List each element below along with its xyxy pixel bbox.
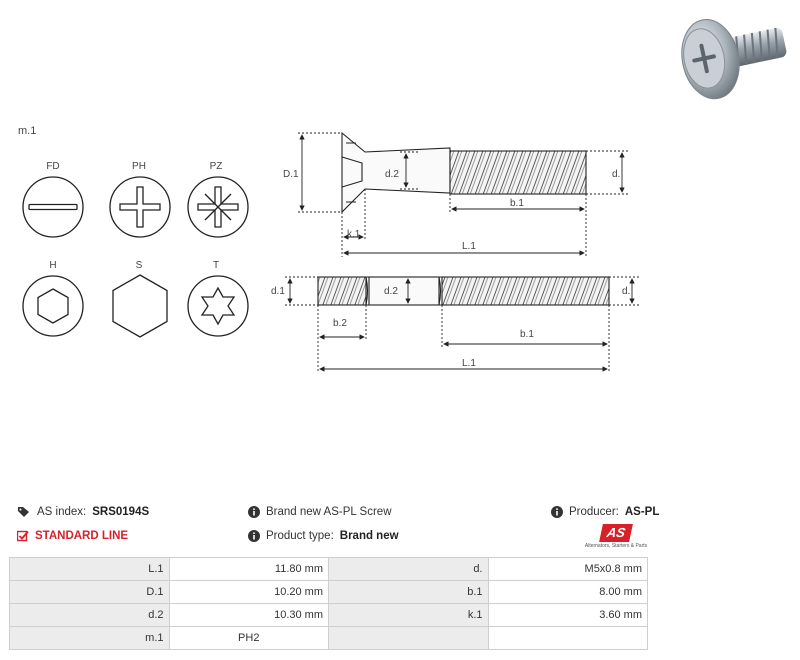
as-index-value: SRS0194S (92, 506, 150, 518)
head-code-fd: FD (46, 161, 60, 172)
as-index-row (17, 506, 149, 518)
head-code-ph: PH (132, 161, 146, 172)
producer-logo (583, 524, 649, 552)
tags-icon (17, 506, 31, 518)
head-code-pz: PZ (209, 161, 223, 172)
spec-value: 11.80 mm (169, 558, 329, 581)
dim-label-d: d. (612, 169, 621, 180)
standard-line-label: STANDARD LINE (35, 530, 129, 542)
stud-drawing (318, 277, 609, 305)
stud-label-d1: d.1 (271, 286, 285, 297)
head-code-s: S (135, 260, 143, 271)
spec-value: PH2 (169, 627, 329, 650)
dim-label-b1: b.1 (510, 198, 524, 209)
product-type-row (248, 530, 399, 542)
info-icon (551, 506, 563, 518)
head-code-h: H (49, 260, 57, 271)
product-type-value: Brand new (339, 530, 399, 542)
spec-key: d. (329, 558, 489, 581)
spec-value: 8.00 mm (488, 581, 648, 604)
hex-head-icon (113, 275, 167, 337)
phillips-head-icon (110, 177, 170, 237)
section-label-m1: m.1 (18, 125, 37, 137)
stud-label-L1: L.1 (462, 358, 476, 369)
flat-slot-head-icon (23, 177, 83, 237)
stud-label-b1: b.1 (520, 329, 534, 340)
spec-key (329, 627, 489, 650)
spec-value: M5x0.8 mm (488, 558, 648, 581)
table-row (10, 558, 648, 581)
logo-tagline: Alternators, Starters & Parts (584, 543, 648, 549)
spec-table (9, 557, 648, 650)
pozidriv-head-icon (188, 177, 248, 237)
standard-line-row (17, 530, 128, 542)
table-row (10, 627, 648, 650)
spec-key: k.1 (329, 604, 489, 627)
spec-key: m.1 (10, 627, 170, 650)
spec-value (488, 627, 648, 650)
product-description: Brand new AS-PL Screw (266, 506, 392, 518)
info-icon (248, 506, 260, 518)
checkbox-checked-icon (17, 530, 29, 542)
producer-value: AS-PL (624, 506, 660, 518)
spec-key: L.1 (10, 558, 170, 581)
head-types-diagram (0, 0, 270, 350)
producer-label: Producer: (569, 506, 619, 518)
dim-label-k1: k.1 (347, 229, 361, 240)
dimension-drawing (270, 115, 650, 380)
stud-label-d2: d.2 (384, 286, 398, 297)
head-code-t: T (212, 260, 220, 271)
table-row (10, 581, 648, 604)
spec-key: b.1 (329, 581, 489, 604)
description-row (248, 506, 392, 518)
countersunk-screw-drawing (342, 133, 586, 212)
dim-label-d2: d.2 (385, 169, 399, 180)
stud-label-b2: b.2 (333, 318, 347, 329)
spec-key: D.1 (10, 581, 170, 604)
table-row (10, 604, 648, 627)
spec-key: d.2 (10, 604, 170, 627)
spec-value: 10.20 mm (169, 581, 329, 604)
product-photo (660, 0, 800, 110)
stud-label-d: d. (622, 286, 631, 297)
product-type-label: Product type: (266, 530, 334, 542)
info-icon (248, 530, 260, 542)
spec-value: 10.30 mm (169, 604, 329, 627)
as-index-label: AS index: (37, 506, 87, 518)
torx-head-icon (188, 276, 248, 336)
hex-socket-head-icon (23, 276, 83, 336)
logo-mark: AS (599, 524, 633, 542)
producer-row (551, 506, 659, 518)
spec-value: 3.60 mm (488, 604, 648, 627)
dim-label-D1: D.1 (283, 169, 299, 180)
dim-label-L1: L.1 (462, 241, 476, 252)
